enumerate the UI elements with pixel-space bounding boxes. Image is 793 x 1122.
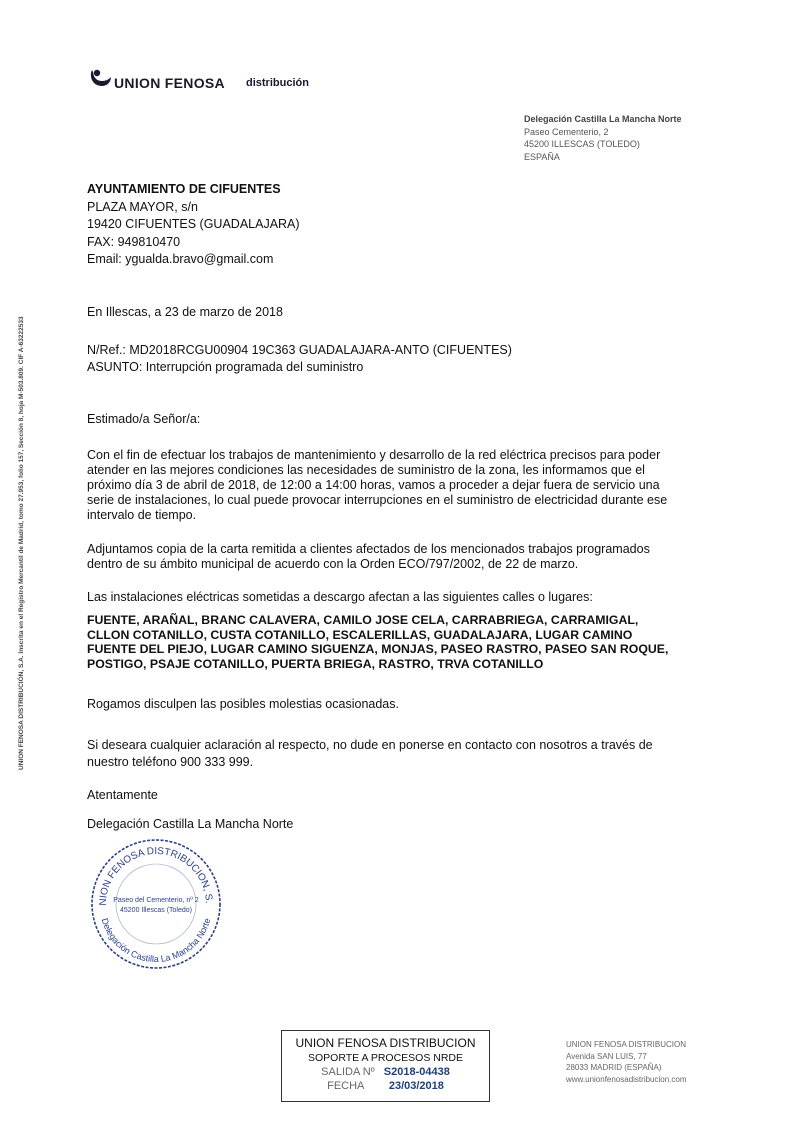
registry-fecha-row	[282, 1080, 489, 1092]
paragraph-line: Con el fin de efectuar los trabajos de mantenimiento y desarrollo de la red eléctrica precisos para poder	[87, 448, 661, 462]
registry-salida-row	[282, 1066, 489, 1078]
recipient-address	[87, 181, 300, 269]
paragraph-installations: Las instalaciones eléctricas sometidas a descargo afectan a las siguientes calles o lugares:	[87, 590, 593, 604]
letter-date: En Illescas, a 23 de marzo de 2018	[87, 305, 283, 319]
sender-address	[524, 113, 682, 163]
stamp-bottom-text: Delegación Castilla La Mancha Norte	[99, 916, 213, 965]
paragraph-line: nuestro teléfono 900 333 999.	[87, 755, 254, 769]
paragraph-line: dentro de su ámbito municipal de acuerdo con la Orden ECO/797/2002, de 22 de marzo.	[87, 557, 579, 571]
sender-line: Paseo Cementerio, 2	[524, 126, 609, 137]
paragraph-line: Si deseara cualquier aclaración al respecto, no dude en ponerse en contacto con nosotros a través de	[87, 738, 653, 752]
signature-office: Delegación Castilla La Mancha Norte	[87, 817, 294, 831]
company-name: UNION FENOSA DISTRIBUCION	[566, 1040, 687, 1049]
street-line: FUENTE DEL PIEJO, LUGAR CAMINO SIGUENZA, MONJAS, PASEO RASTRO, PASEO SAN ROQUE,	[87, 642, 669, 656]
paragraph-attachment	[87, 542, 727, 572]
reference-block	[87, 342, 727, 376]
salida-value: S2018-04438	[383, 1066, 450, 1078]
logo-name: UNION FENOSA	[114, 75, 225, 91]
registry-subtitle: SOPORTE A PROCESOS NRDE	[307, 1052, 463, 1064]
recipient-line: FAX: 949810470	[87, 234, 181, 249]
recipient-name: AYUNTAMIENTO DE CIFUENTES	[87, 182, 281, 196]
paragraph-line: serie de instalaciones, lo cual puede provocar interrupciones en el suministro de electricidad durante ese	[87, 493, 668, 507]
paragraph-line: atender en las mejores condiciones las necesidades de suministro de la zona, les informamos que el	[87, 463, 645, 477]
apology: Rogamos disculpen las posibles molestias ocasionadas.	[87, 697, 399, 711]
company-line: 28033 MADRID (ESPAÑA)	[566, 1063, 662, 1072]
recipient-line: 19420 CIFUENTES (GUADALAJARA)	[87, 217, 300, 231]
union-fenosa-logo-icon	[88, 66, 112, 90]
street-line: CLLON COTANILLO, CUSTA COTANILLO, ESCALERILLAS, GUADALAJARA, LUGAR CAMINO	[87, 627, 633, 642]
logo-subtitle: distribución	[246, 77, 309, 89]
paragraph-line: próximo día 3 de abril de 2018, de 12:00 a 14:00 horas, vamos a proceder a dejar fuera de servicio una	[87, 478, 660, 492]
paragraph-line: intervalo de tiempo.	[87, 508, 197, 522]
fecha-label: FECHA	[327, 1080, 364, 1092]
affected-streets	[87, 613, 747, 671]
subject: ASUNTO: Interrupción programada del suministro	[87, 360, 364, 374]
svg-text:Delegación Castilla La Mancha	[100, 917, 213, 964]
company-website: www.unionfenosadistribucion.com	[566, 1074, 687, 1084]
recipient-line: PLAZA MAYOR, s/n	[87, 199, 198, 214]
contact-paragraph	[87, 737, 727, 771]
paragraph-line: Adjuntamos copia de la carta remitida a clientes afectados de los mencionados trabajos programados	[87, 542, 650, 556]
fecha-value: 23/03/2018	[388, 1080, 444, 1092]
registry-stamp-box	[281, 1030, 490, 1102]
closing: Atentamente	[87, 788, 158, 802]
reference-number: N/Ref.: MD2018RCGU00904 19C363 GUADALAJARA-ANTO (CIFUENTES)	[87, 343, 512, 357]
stamp-line-1: Paseo del Cementerio, nº 2	[113, 897, 199, 904]
salida-label: SALIDA Nº	[321, 1066, 375, 1078]
official-stamp	[86, 834, 226, 974]
registry-title: UNION FENOSA DISTRIBUCION	[295, 1036, 476, 1050]
sender-line: 45200 ILLESCAS (TOLEDO)	[524, 139, 640, 149]
stamp-line-2: 45200 Illescas (Toledo)	[120, 907, 192, 914]
paragraph-intro	[87, 448, 727, 523]
company-line: Avenida SAN LUIS, 77	[566, 1051, 647, 1061]
street-line: POSTIGO, PSAJE COTANILLO, PUERTA BRIEGA, RASTRO, TRVA COTANILLO	[87, 656, 544, 671]
company-logo	[88, 66, 328, 96]
legal-registry-note: UNION FENOSA DISTRIBUCIÓN, S.A. Inscrita en el Registro Mercantil de Madrid, tomo 27.953, folio 157, Sección 8, hoja M-503.809. CIF A-63222533	[18, 316, 25, 770]
company-footer	[566, 1039, 687, 1085]
street-line: FUENTE, ARAÑAL, BRANC CALAVERA, CAMILO JOSE CELA, CARRABRIEGA, CARRAMIGAL,	[87, 613, 639, 627]
stamp-top-text: NION FENOSA DISTRIBUCION, S.	[97, 845, 215, 906]
greeting: Estimado/a Señor/a:	[87, 412, 201, 426]
sender-title: Delegación Castilla La Mancha Norte	[524, 114, 682, 124]
sender-line: ESPAÑA	[524, 151, 560, 162]
recipient-line: Email: ygualda.bravo@gmail.com	[87, 252, 274, 266]
